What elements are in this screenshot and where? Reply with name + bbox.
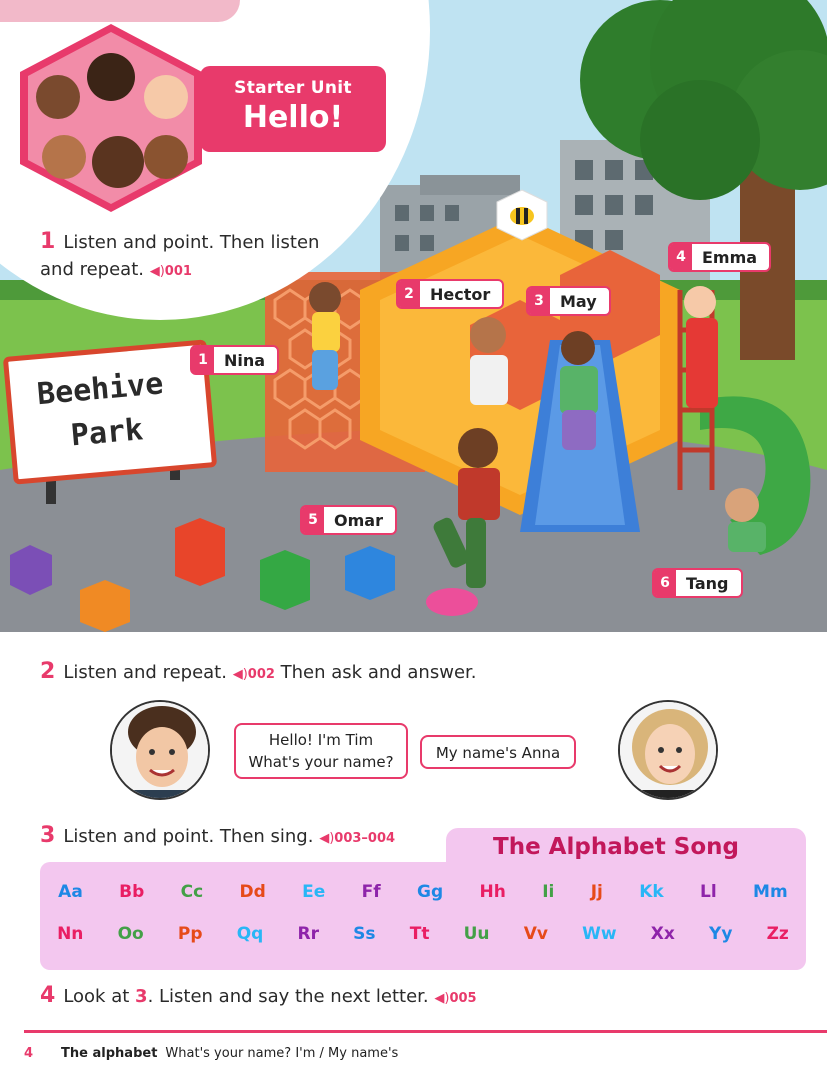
- footer-divider: [24, 1030, 827, 1033]
- alphabet-letter[interactable]: Mm: [753, 882, 788, 902]
- task-4-text-after: . Listen and say the next letter.: [147, 986, 429, 1007]
- footer-text: What's your name? I'm / My name's: [165, 1046, 399, 1061]
- alphabet-letter[interactable]: Jj: [590, 882, 603, 902]
- name-tag-label: Hector: [430, 284, 491, 304]
- child-nina-figure: [309, 282, 341, 390]
- name-tag-number: 3: [528, 288, 550, 314]
- task-3-text: Listen and point. Then sing.: [63, 826, 314, 847]
- unit-title: Hello!: [242, 100, 344, 135]
- name-tag-omar[interactable]: [300, 505, 397, 535]
- task-3-audio-track[interactable]: 003–004: [334, 831, 396, 846]
- alphabet-letter[interactable]: Ww: [582, 924, 617, 944]
- alphabet-letter[interactable]: Oo: [117, 924, 144, 944]
- alphabet-letter[interactable]: Gg: [417, 882, 444, 902]
- child-may-figure: [560, 331, 598, 450]
- alphabet-letter[interactable]: Nn: [57, 924, 84, 944]
- task-2-audio-track[interactable]: 002: [247, 667, 275, 682]
- alphabet-letter[interactable]: Rr: [297, 924, 319, 944]
- unit-title-box: [200, 66, 386, 152]
- task-2: [40, 658, 477, 688]
- name-tag-may[interactable]: [526, 286, 611, 316]
- tim-photo: [110, 700, 210, 800]
- task-4-ref: 3: [135, 986, 148, 1007]
- anna-photo: [618, 700, 718, 800]
- audio-icon[interactable]: ◀): [319, 831, 335, 846]
- alphabet-letter[interactable]: Zz: [766, 924, 789, 944]
- name-tag-number: 4: [670, 244, 692, 270]
- task-2-number: 2: [40, 659, 56, 684]
- tim-line-2: What's your name?: [248, 753, 394, 771]
- alphabet-letter[interactable]: Bb: [119, 882, 145, 902]
- task-3: [40, 822, 395, 852]
- sign-line-2: Park: [69, 412, 145, 454]
- alphabet-letter[interactable]: Ee: [302, 882, 326, 902]
- alphabet-letter[interactable]: Uu: [463, 924, 490, 944]
- girl-face-icon: [620, 702, 718, 800]
- anna-speech-bubble: [420, 735, 576, 769]
- name-tag-tang[interactable]: [652, 568, 743, 598]
- alphabet-row-2: [40, 924, 806, 944]
- alphabet-row-1: [40, 882, 806, 902]
- page-number: 4: [24, 1046, 34, 1061]
- footer-topic: The alphabet: [61, 1046, 158, 1061]
- alphabet-letter[interactable]: Ll: [700, 882, 717, 902]
- name-tag-label: Nina: [224, 350, 266, 370]
- name-tag-number: 5: [302, 507, 324, 533]
- name-tag-label: Tang: [686, 573, 729, 593]
- boy-face-icon: [112, 702, 210, 800]
- alphabet-letter[interactable]: Ff: [361, 882, 381, 902]
- task-1-audio-track[interactable]: 001: [164, 264, 192, 279]
- task-3-number: 3: [40, 823, 56, 848]
- alphabet-letter[interactable]: Ii: [542, 882, 555, 902]
- task-1: [40, 228, 350, 285]
- alphabet-panel: [40, 862, 806, 970]
- name-tag-emma[interactable]: [668, 242, 771, 272]
- child-hector-figure: [470, 317, 508, 405]
- name-tag-number: 2: [398, 281, 420, 307]
- alphabet-letter[interactable]: Dd: [239, 882, 266, 902]
- tim-line-1: Hello! I'm Tim: [268, 731, 374, 749]
- task-2-text-after: Then ask and answer.: [280, 662, 477, 683]
- sign-line-1: Beehive: [35, 366, 165, 413]
- alphabet-letter[interactable]: Aa: [58, 882, 83, 902]
- name-tag-nina[interactable]: [190, 345, 279, 375]
- alphabet-letter[interactable]: Vv: [523, 924, 548, 944]
- task-4-number: 4: [40, 983, 56, 1008]
- alphabet-letter[interactable]: Yy: [709, 924, 733, 944]
- unit-characters-hexagon: [16, 22, 206, 214]
- alphabet-letter[interactable]: Kk: [639, 882, 664, 902]
- alphabet-letter[interactable]: Ss: [353, 924, 376, 944]
- child-emma-figure: [684, 286, 718, 408]
- name-tag-label: Omar: [334, 510, 383, 530]
- task-4-text-before: Look at: [63, 986, 130, 1007]
- page-footer: [24, 1046, 398, 1061]
- song-title: The Alphabet Song: [493, 834, 739, 860]
- alphabet-letter[interactable]: Qq: [236, 924, 264, 944]
- name-tag-label: May: [560, 291, 597, 311]
- name-tag-hector[interactable]: [396, 279, 504, 309]
- name-tag-label: Emma: [702, 247, 758, 267]
- alphabet-letter[interactable]: Pp: [177, 924, 203, 944]
- anna-line: My name's Anna: [435, 744, 561, 762]
- alphabet-letter[interactable]: Cc: [180, 882, 204, 902]
- unit-subtitle: Starter Unit: [234, 78, 352, 98]
- alphabet-letter[interactable]: Xx: [650, 924, 675, 944]
- alphabet-letter[interactable]: Hh: [479, 882, 506, 902]
- name-tag-number: 1: [192, 347, 214, 373]
- top-pink-strip: [0, 0, 240, 22]
- audio-icon[interactable]: ◀): [232, 667, 248, 682]
- task-2-text-before: Listen and repeat.: [63, 662, 227, 683]
- task-1-text: Listen and point. Then listen and repeat.: [40, 232, 320, 280]
- tim-speech-bubble: [234, 723, 408, 779]
- alphabet-letter[interactable]: Tt: [409, 924, 430, 944]
- audio-icon[interactable]: ◀): [434, 991, 450, 1006]
- task-4: [40, 982, 477, 1012]
- task-4-audio-track[interactable]: 005: [449, 991, 477, 1006]
- beehive-park-sign: [3, 339, 217, 484]
- name-tag-number: 6: [654, 570, 676, 596]
- task-1-number: 1: [40, 229, 56, 254]
- audio-icon[interactable]: ◀): [149, 264, 165, 279]
